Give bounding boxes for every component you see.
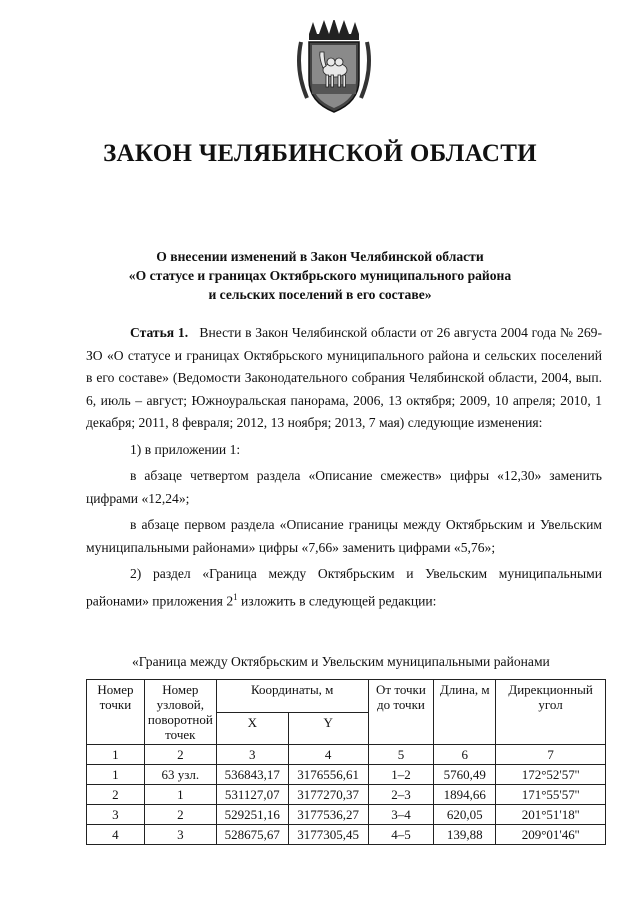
table-cell: 171°55'57'' <box>496 785 606 805</box>
table-cell: 2 <box>87 785 145 805</box>
table-cell: 3 <box>144 825 216 845</box>
table-cell: 3–4 <box>368 805 434 825</box>
table-row <box>87 765 606 785</box>
table-cell: 4 <box>87 825 145 845</box>
header-point-number: Номер точки <box>87 680 145 745</box>
item2-superscript: 1 <box>233 591 238 602</box>
table-cell: 172°52'57'' <box>496 765 606 785</box>
table-cell: 528675,67 <box>216 825 288 845</box>
table-cell: 531127,07 <box>216 785 288 805</box>
table-cell: 1–2 <box>368 765 434 785</box>
table-cell: 1894,66 <box>434 785 496 805</box>
header-from-to: От точки до точки <box>368 680 434 745</box>
table-cell: 1 <box>87 765 145 785</box>
table-cell: 209°01'46'' <box>496 825 606 845</box>
table-row <box>87 785 606 805</box>
table-cell: 3176556,61 <box>288 765 368 785</box>
column-number: 6 <box>434 745 496 765</box>
column-number: 3 <box>216 745 288 765</box>
table-cell: 620,05 <box>434 805 496 825</box>
article-item: 1) в приложении 1: <box>130 441 241 457</box>
article-body <box>86 322 602 613</box>
header-length: Длина, м <box>434 680 496 745</box>
item2-text-after: изложить в следующей редакции: <box>237 593 437 609</box>
table-cell: 139,88 <box>434 825 496 845</box>
item2-text: 2) раздел «Граница между Октябрьским и Увельским муниципальными районами» приложения 2 <box>86 566 602 609</box>
law-subtitle <box>60 247 580 304</box>
article-item-2 <box>86 563 602 613</box>
header-node-number: Номер узловой, поворотной точек <box>144 680 216 745</box>
table-cell: 3177270,37 <box>288 785 368 805</box>
table-header-row <box>87 680 606 713</box>
table-cell: 2–3 <box>368 785 434 805</box>
coat-of-arms-emblem <box>293 20 375 116</box>
table-row <box>87 805 606 825</box>
header-y: Y <box>288 712 368 745</box>
header-coordinates: Координаты, м <box>216 680 368 713</box>
subtitle-line: и сельских поселений в его составе» <box>208 287 432 302</box>
subtitle-line: О внесении изменений в Закон Челябинской области <box>156 249 484 264</box>
coordinates-table <box>86 679 606 845</box>
law-title: ЗАКОН ЧЕЛЯБИНСКОЙ ОБЛАСТИ <box>103 140 537 167</box>
article-item: в абзаце первом раздела «Описание границы между Октябрьским и Увельским муниципальными районами» цифры «7,66» заменить цифрами «5,76»; <box>86 517 602 555</box>
table-cell: 2 <box>144 805 216 825</box>
table-caption: «Граница между Октябрьским и Увельским муниципальными районами <box>132 654 550 669</box>
header-direction: Дирекционный угол <box>496 680 606 745</box>
column-number: 1 <box>87 745 145 765</box>
column-number-row <box>87 745 606 765</box>
table-cell: 536843,17 <box>216 765 288 785</box>
table-cell: 3 <box>87 805 145 825</box>
subtitle-line: «О статусе и границах Октябрьского муниципального района <box>128 268 512 283</box>
article-label: Статья 1. <box>130 325 189 340</box>
column-number: 2 <box>144 745 216 765</box>
table-cell: 5760,49 <box>434 765 496 785</box>
table-cell: 529251,16 <box>216 805 288 825</box>
table-cell: 3177536,27 <box>288 805 368 825</box>
article-intro-text: Внести в Закон Челябинской области от 26 августа 2004 года № 269-ЗО «О статусе и границах Октябрьского муниципального района и сельских поселений в его составе» (Ведомости Законодательного собрания Челябинской области, 2004, вып. 6, июль – август; Южноуральская панорама, 2006, 13 октября; 2009, 10 апреля; 2010, 1 декабря; 2011, 8 февраля; 2012, 13 ноября; 2013, 7 мая) следующие изменения: <box>86 325 602 430</box>
header-x: X <box>216 712 288 745</box>
table-cell: 63 узл. <box>144 765 216 785</box>
column-number: 4 <box>288 745 368 765</box>
column-number: 7 <box>496 745 606 765</box>
article-item: в абзаце четвертом раздела «Описание смежеств» цифры «12,30» заменить цифрами «12,24»; <box>86 468 602 506</box>
table-row <box>87 825 606 845</box>
column-number: 5 <box>368 745 434 765</box>
table-cell: 1 <box>144 785 216 805</box>
table-cell: 201°51'18'' <box>496 805 606 825</box>
article-intro-paragraph <box>86 322 602 435</box>
table-cell: 3177305,45 <box>288 825 368 845</box>
table-cell: 4–5 <box>368 825 434 845</box>
